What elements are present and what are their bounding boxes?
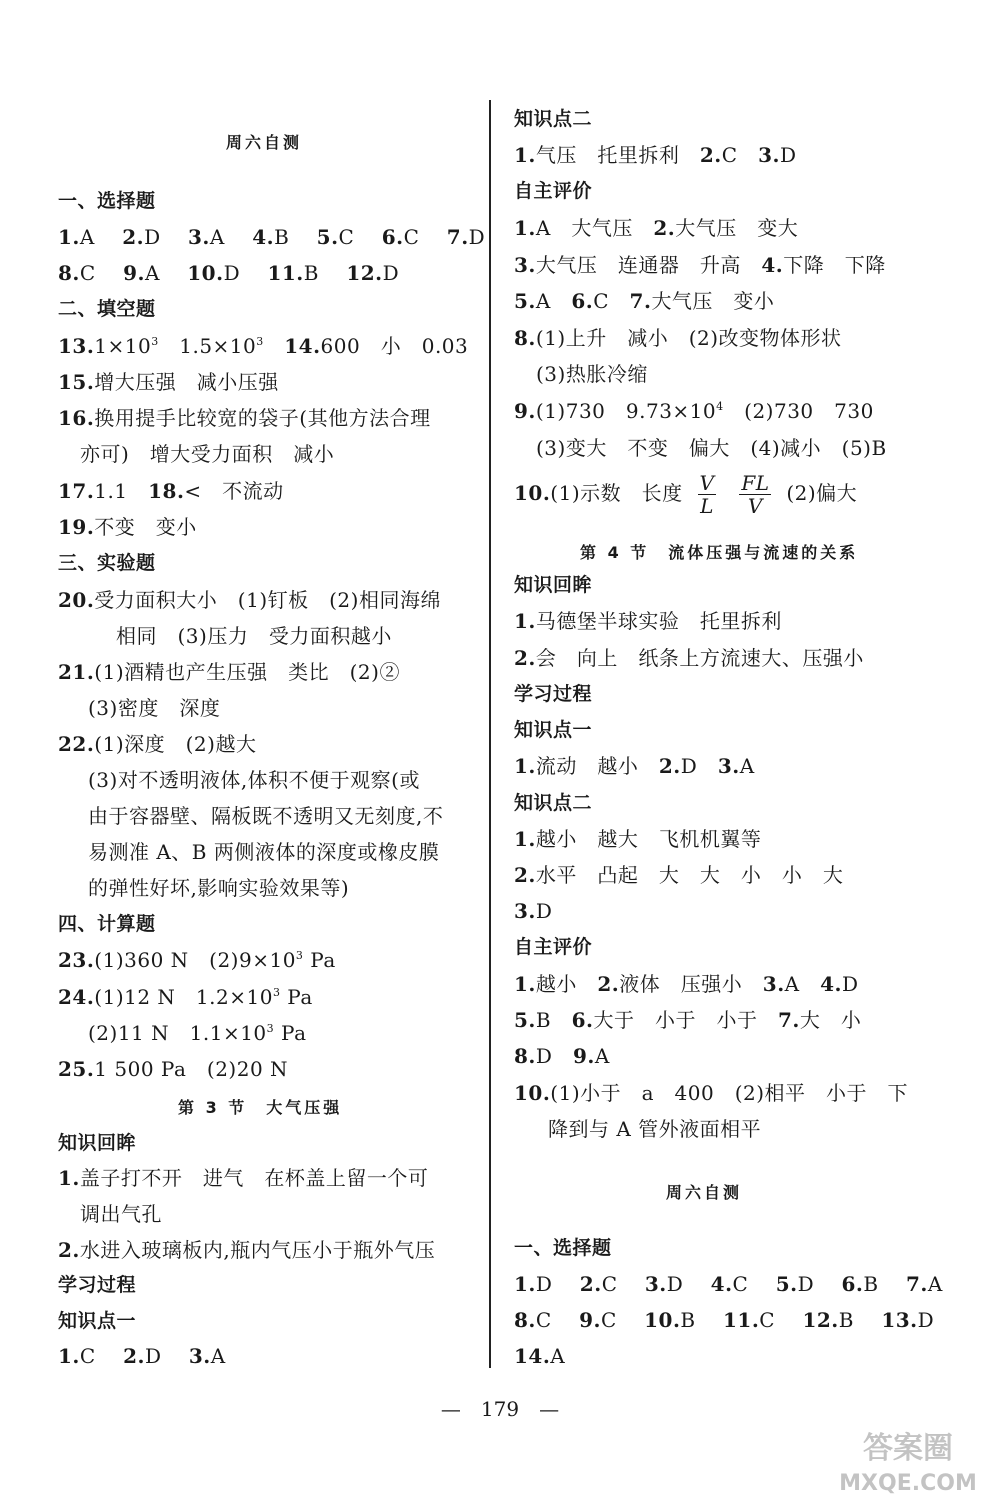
q-ans: 下降 下降: [783, 253, 886, 277]
q-num: 9.: [514, 399, 536, 423]
answer-line: 易测准 A、B 两侧液体的深度或橡皮膜: [88, 840, 440, 864]
exponent: 3: [151, 335, 159, 348]
answer-line: (3)对不透明液体,体积不便于观察(或: [88, 768, 420, 792]
q-num: 6.: [381, 225, 404, 249]
q-num: 1.: [514, 827, 536, 851]
q-ans: 马德堡半球实验 托里拆利: [535, 609, 782, 633]
q-ans: (1)360 N (2)9×10: [94, 948, 296, 972]
exponent: 3: [295, 949, 304, 962]
q-num: 13.: [58, 334, 95, 358]
q-ans: 1.1: [94, 479, 128, 503]
unit: Pa: [274, 1021, 307, 1045]
q-ans: 盖子打不开 进气 在杯盖上留一个可: [79, 1166, 429, 1190]
answer-line: 由于容器壁、隔板既不透明又无刻度,不: [88, 804, 444, 828]
q-ans: A: [209, 225, 225, 249]
numerator: FL: [741, 471, 770, 495]
q-num: 3.: [717, 754, 740, 778]
answer-line: [58, 587, 441, 613]
section-heading: 三、实验题: [58, 552, 156, 574]
q-ans: 气压 托里拆利: [535, 143, 680, 167]
q-ans: C: [79, 1344, 96, 1368]
q-num: 1.: [514, 1272, 536, 1296]
q-num: 3.: [188, 225, 210, 249]
q-num: 18.: [148, 479, 185, 503]
q-ans: C: [732, 1272, 749, 1296]
q-ans: 水进入玻璃板内,瓶内气压小于瓶外气压: [79, 1238, 436, 1262]
q-ans: 大气压 变大: [675, 216, 799, 240]
answer-line: 亦可) 增大受力面积 减小: [80, 442, 335, 466]
q-ans: 增大压强 减小压强: [94, 370, 279, 394]
q-num: 11.: [267, 261, 304, 285]
q-num: 19.: [58, 515, 95, 539]
q-num: 1.: [514, 609, 536, 633]
page-number-value: 179: [480, 1397, 520, 1421]
q-ans: A: [144, 261, 160, 285]
q-num: 7.: [629, 289, 652, 313]
exponent: 4: [716, 400, 724, 413]
page-number: — 179 —: [440, 1397, 560, 1421]
answer-line: (3)热胀冷缩: [536, 362, 648, 386]
answer-line: [58, 659, 400, 685]
answer-line: [514, 252, 886, 278]
q-ans: C: [79, 261, 96, 285]
answer-line: [58, 1343, 226, 1369]
q-ans: 越小: [535, 972, 577, 996]
q-ans: C: [338, 225, 355, 249]
q-ans: A: [739, 754, 755, 778]
unit: Pa: [280, 985, 313, 1009]
answer-line: [58, 260, 399, 286]
weekly-test-title: 周六自测: [226, 133, 303, 152]
q-ans: 流动 越小: [535, 754, 639, 778]
q-num: 10.: [644, 1308, 681, 1332]
q-ans: 1×10: [94, 334, 152, 358]
denominator: L: [700, 494, 714, 518]
q-num: 4.: [820, 972, 843, 996]
answer-line: [514, 862, 843, 888]
q-num: 16.: [58, 406, 95, 430]
q-num: 9.: [579, 1308, 601, 1332]
q-num: 1.: [58, 225, 80, 249]
q-num: 8.: [514, 1308, 536, 1332]
answer-line: (3)变大 不变 偏大 (4)减小 (5)B: [536, 436, 887, 460]
q-ans: C: [403, 225, 420, 249]
q-ans: < 不流动: [184, 479, 284, 503]
subsection-heading: 知识点二: [514, 108, 593, 130]
q-ans: C: [601, 1272, 618, 1296]
q-num: 4.: [252, 225, 275, 249]
q-num: 9.: [123, 261, 145, 285]
q-ans: B: [303, 261, 319, 285]
answer-line: [514, 971, 859, 997]
q-ans: B: [680, 1308, 696, 1332]
q-ans: B: [535, 1008, 552, 1032]
q-num: 2.: [514, 646, 536, 670]
q-ans: C: [600, 1308, 617, 1332]
subsection-heading: 自主评价: [514, 936, 593, 958]
answer-line: [58, 731, 256, 757]
q-ans: A: [550, 1344, 566, 1368]
answer-line: [514, 826, 761, 852]
q-ans: (1)730 9.73×10: [535, 399, 717, 423]
watermark-logo: [828, 1420, 988, 1500]
q-num: 3.: [758, 143, 780, 167]
q-ans: 会 向上 纸条上方流速大、压强小: [535, 646, 864, 670]
answer-line: [514, 1343, 565, 1369]
answer-line: [514, 325, 842, 351]
answer-line: [514, 398, 874, 424]
q-num: 2.: [699, 143, 722, 167]
answer-line: [514, 1080, 908, 1106]
q-num: 3.: [514, 899, 536, 923]
answer-line: 相同 (3)压力 受力面积越小: [116, 624, 392, 648]
q-ans: D: [535, 899, 553, 923]
q-num: 2.: [58, 1238, 80, 1262]
answer-line: [58, 947, 336, 973]
q-num: 17.: [58, 479, 95, 503]
q-ans: (1)小于 a 400 (2)相平 小于 下: [550, 1081, 909, 1105]
q-ans: 越小 越大 飞机机翼等: [535, 827, 762, 851]
q-ans: 大于 小于 小于: [593, 1008, 758, 1032]
answer-line: [514, 142, 797, 168]
q-ans: D: [535, 1272, 553, 1296]
q-ans: A 大气压: [535, 216, 633, 240]
q-num: 4.: [710, 1272, 733, 1296]
unit: Pa: [303, 948, 336, 972]
q-ans: A: [594, 1044, 610, 1068]
watermark-url: MXQE.COM: [839, 1471, 977, 1496]
q-ans: 大 小: [799, 1008, 862, 1032]
q-ans: D: [797, 1272, 815, 1296]
q-ans: 1 500 Pa (2)20 N: [94, 1057, 289, 1081]
q-ans: A: [210, 1344, 226, 1368]
q-ans: D: [917, 1308, 935, 1332]
answer-line: [514, 1307, 934, 1333]
q-ans: D: [666, 1272, 684, 1296]
q-num: 3.: [644, 1272, 667, 1296]
q-ans: B: [838, 1308, 854, 1332]
answer-line: [58, 224, 485, 250]
q-num: 8.: [514, 1044, 536, 1068]
q-ans: D: [382, 261, 400, 285]
q-num: 6.: [571, 289, 594, 313]
q-num: 2.: [653, 216, 676, 240]
denominator: V: [747, 494, 763, 518]
q-num: 9.: [572, 1044, 595, 1068]
section-title: 第 3 节 大气压强: [178, 1098, 343, 1117]
q-num: 10.: [514, 481, 551, 505]
numerator: V: [699, 471, 715, 495]
section-heading: 四、计算题: [58, 913, 156, 935]
q-num: 24.: [58, 985, 95, 1009]
q-num: 23.: [58, 948, 95, 972]
q-ans: A: [79, 225, 95, 249]
q-ans: D: [144, 225, 161, 249]
answer-line: [514, 288, 774, 314]
q-num: 12.: [346, 261, 383, 285]
q-num: 21.: [58, 660, 95, 684]
answer-line: [514, 753, 755, 779]
answer-line: [58, 1165, 428, 1191]
q-num: 10.: [187, 261, 224, 285]
subsection-heading: 知识点二: [514, 792, 593, 814]
q-ans: (2)730 730: [723, 399, 874, 423]
exponent: 3: [256, 335, 264, 348]
q-ans: 1.5×10: [179, 334, 257, 358]
q-num: 7.: [905, 1272, 928, 1296]
q-ans: 液体 压强小: [619, 972, 743, 996]
q-ans: D: [535, 1044, 553, 1068]
q-ans: B: [863, 1272, 879, 1296]
q-num: 1.: [514, 216, 536, 240]
subsection-heading: 知识点一: [514, 719, 593, 741]
q-ans: 换用提手比较宽的袋子(其他方法合理: [94, 406, 431, 430]
answer-line: [58, 1237, 435, 1263]
subsection-heading: 知识回眸: [58, 1132, 137, 1154]
q-ans: D: [468, 225, 486, 249]
q-ans: B: [274, 225, 290, 249]
answer-line: [58, 369, 279, 395]
column-divider: [489, 100, 491, 1368]
q-ans: (1)上升 减小 (2)改变物体形状: [535, 326, 842, 350]
q-num: 8.: [58, 261, 80, 285]
answer-line: [514, 1271, 943, 1297]
q-num: 7.: [446, 225, 469, 249]
answer-line: [514, 472, 857, 517]
subsection-heading: 自主评价: [514, 180, 593, 202]
q-num: 2.: [122, 225, 145, 249]
q-ans: C: [593, 289, 610, 313]
q-ans: A: [535, 289, 551, 313]
q-num: 6.: [841, 1272, 864, 1296]
q-num: 14.: [514, 1344, 551, 1368]
q-num: 7.: [777, 1008, 800, 1032]
section-title: 第 4 节 流体压强与流速的关系: [580, 543, 859, 562]
fraction: [739, 472, 771, 517]
q-ans: 水平 凸起 大 大 小 小 大: [535, 863, 844, 887]
q-num: 11.: [722, 1308, 760, 1332]
answer-line: [514, 215, 798, 241]
answer-line: 降到与 A 管外液面相平: [548, 1117, 762, 1141]
q-num: 15.: [58, 370, 95, 394]
q-ans: 600 小 0.03: [320, 334, 469, 358]
q-ans: C: [759, 1308, 776, 1332]
q-num: 2.: [123, 1344, 145, 1368]
q-num: 3.: [188, 1344, 211, 1368]
q-ans: (1)12 N 1.2×10: [94, 985, 273, 1009]
q-num: 1.: [58, 1344, 80, 1368]
q-num: 1.: [58, 1166, 80, 1190]
q-num: 5.: [514, 1008, 536, 1032]
subsection-heading: 知识回眸: [514, 574, 593, 596]
q-num: 6.: [571, 1008, 594, 1032]
q-ans: 不变 变小: [94, 515, 197, 539]
weekly-test-title: 周六自测: [666, 1183, 743, 1202]
answer-line: [514, 1007, 861, 1033]
section-heading: 一、选择题: [514, 1237, 612, 1259]
q-num: 12.: [802, 1308, 839, 1332]
subsection-heading: 知识点一: [58, 1310, 137, 1332]
section-heading: 一、选择题: [58, 190, 156, 212]
q-ans: C: [535, 1308, 552, 1332]
q-num: 20.: [58, 588, 95, 612]
answer-line: 调出气孔: [80, 1202, 162, 1226]
q-ans: (1)示数 长度: [550, 481, 683, 505]
q-num: 14.: [284, 334, 321, 358]
exponent: 3: [272, 986, 281, 999]
q-ans: (1)深度 (2)越大: [94, 732, 257, 756]
q-num: 2.: [597, 972, 620, 996]
answer-line: (3)密度 深度: [88, 696, 221, 720]
q-ans: D: [842, 972, 859, 996]
q-ans: A: [784, 972, 800, 996]
q-num: 1.: [514, 143, 536, 167]
answer-line: 的弹性好坏,影响实验效果等): [88, 876, 350, 900]
q-num: 2.: [579, 1272, 602, 1296]
q-ans: (2)11 N 1.1×10: [88, 1021, 267, 1045]
q-ans: D: [223, 261, 241, 285]
q-num: 25.: [58, 1057, 95, 1081]
q-ans: D: [144, 1344, 162, 1368]
q-num: 3.: [762, 972, 785, 996]
q-num: 1.: [514, 754, 536, 778]
q-num: 13.: [881, 1308, 918, 1332]
q-ans: (1)酒精也产生压强 类比 (2)②: [94, 660, 400, 684]
q-num: 3.: [514, 253, 536, 277]
q-ans: (2)偏大: [786, 481, 858, 505]
q-ans: A: [927, 1272, 943, 1296]
answer-line: [514, 645, 864, 671]
answer-line: [58, 405, 431, 431]
q-num: 10.: [514, 1081, 551, 1105]
q-ans: 大气压 变小: [651, 289, 775, 313]
q-ans: 大气压 连通器 升高: [535, 253, 741, 277]
q-ans: D: [779, 143, 797, 167]
answer-line: [58, 478, 284, 504]
q-num: 2.: [514, 863, 536, 887]
answer-line: [514, 1043, 610, 1069]
q-num: 22.: [58, 732, 95, 756]
q-ans: C: [721, 143, 738, 167]
q-num: 5.: [775, 1272, 798, 1296]
q-num: 4.: [761, 253, 784, 277]
q-ans: 受力面积大小 (1)钉板 (2)相同海绵: [94, 588, 441, 612]
q-num: 8.: [514, 326, 536, 350]
subsection-heading: 学习过程: [514, 683, 593, 705]
watermark-text: 答案圈: [863, 1431, 953, 1466]
q-num: 1.: [514, 972, 536, 996]
subsection-heading: 学习过程: [58, 1274, 137, 1296]
answer-line: [58, 984, 313, 1010]
q-num: 5.: [316, 225, 339, 249]
section-heading: 二、填空题: [58, 298, 156, 320]
answer-line: [514, 608, 782, 634]
answer-line: [514, 898, 552, 924]
fraction: [698, 472, 717, 517]
q-ans: D: [680, 754, 698, 778]
answer-line: [58, 333, 468, 359]
q-num: 2.: [658, 754, 681, 778]
exponent: 3: [266, 1022, 275, 1035]
answer-line: [88, 1020, 307, 1046]
answer-line: [58, 1056, 288, 1082]
q-num: 5.: [514, 289, 536, 313]
answer-line: [58, 514, 197, 540]
